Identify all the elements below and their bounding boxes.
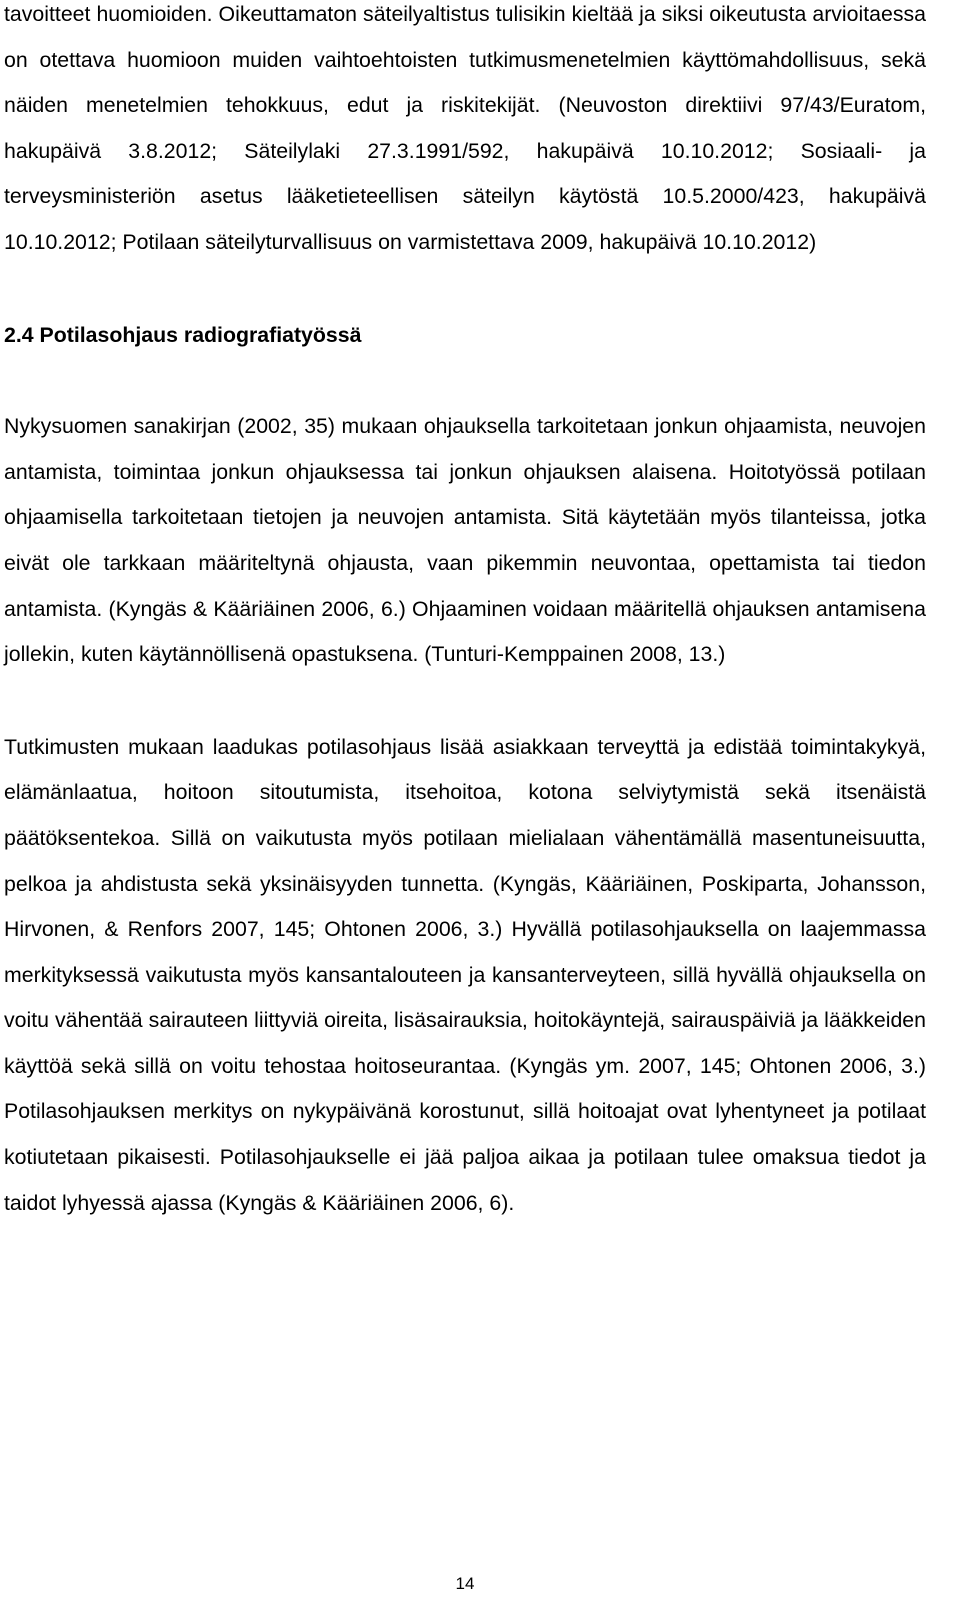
document-page — [4, 0, 926, 1226]
page-number: 14 — [455, 1574, 475, 1593]
paragraph-spacer — [4, 358, 926, 404]
paragraph-spacer — [4, 678, 926, 725]
paragraph-spacer — [4, 266, 926, 313]
paragraph-guidance-benefits: Tutkimusten mukaan laadukas potilasohjaus lisää asiakkaan terveyttä ja edistää toimintakykyä, elämänlaatua, hoitoon sitoutumista, itsehoitoa, kotona selviytymistä sekä itsenäistä päätöksentekoa. Sillä on vaikutusta myös potilaan mielialaan vähentämällä masentuneisuutta, pelkoa ja ahdistusta sekä yksinäisyyden tunnetta. (Kyngäs, Kääriäinen, Poskiparta, Johansson, Hirvonen, & Renfors 2007, 145; Ohtonen 2006, 3.) Hyvällä potilasohjauksella on laajemmassa merkityksessä vaikutusta myös kansantalouteen ja kansanterveyteen, sillä hyvällä ohjauksella on voitu vähentää sairauteen liittyviä oireita, lisäsairauksia, hoitokäyntejä, sairauspäiviä ja lääkkeiden käyttöä sekä sillä on voitu tehostaa hoitoseurantaa. (Kyngäs ym. 2007, 145; Ohtonen 2006, 3.) Potilasohjauksen merkitys on nykypäivänä korostunut, sillä hoitoajat ovat lyhentyneet ja potilaat kotiutetaan pikaisesti. Potilasohjaukselle ei jää paljoa aikaa ja potilaan tulee omaksua tiedot ja taidot lyhyessä ajassa (Kyngäs & Kääriäinen 2006, 6). — [4, 734, 926, 1215]
paragraph-radiation-justification: tavoitteet huomioiden. Oikeuttamaton säteilyaltistus tulisikin kieltää ja siksi oikeutusta arvioitaessa on otettava huomioon muiden vaihtoehtoisten tutkimusmenetelmien käyttömahdollisuus, sekä näiden menetelmien tehokkuus, edut ja riskitekijät. (Neuvoston direktiivi 97/43/Euratom, hakupäivä 3.8.2012; Säteilylaki 27.3.1991/592, hakupäivä 10.10.2012; Sosiaali- ja terveysministeriön asetus lääketieteellisen säteilyn käytöstä 10.5.2000/423, hakupäivä 10.10.2012; Potilaan säteilyturvallisuus on varmistettava 2009, hakupäivä 10.10.2012) — [4, 2, 926, 254]
paragraph-guidance-definition: Nykysuomen sanakirjan (2002, 35) mukaan ohjauksella tarkoitetaan jonkun ohjaamista, neuvojen antamista, toimintaa jonkun ohjauksessa tai jonkun ohjauksen alaisena. Hoitotyössä potilaan ohjaamisella tarkoitetaan tietojen ja neuvojen antamista. Sitä käytetään myös tilanteissa, jotka eivät ole tarkkaan määriteltynä ohjausta, vaan pikemmin neuvontaa, opettamista tai tiedon antamista. (Kyngäs & Kääriäinen 2006, 6.) Ohjaaminen voidaan määritellä ohjauksen antamisena jollekin, kuten käytännöllisenä opastuksena. (Tunturi-Kemppainen 2008, 13.) — [4, 414, 926, 667]
section-heading: 2.4 Potilasohjaus radiografiatyössä — [4, 322, 362, 347]
